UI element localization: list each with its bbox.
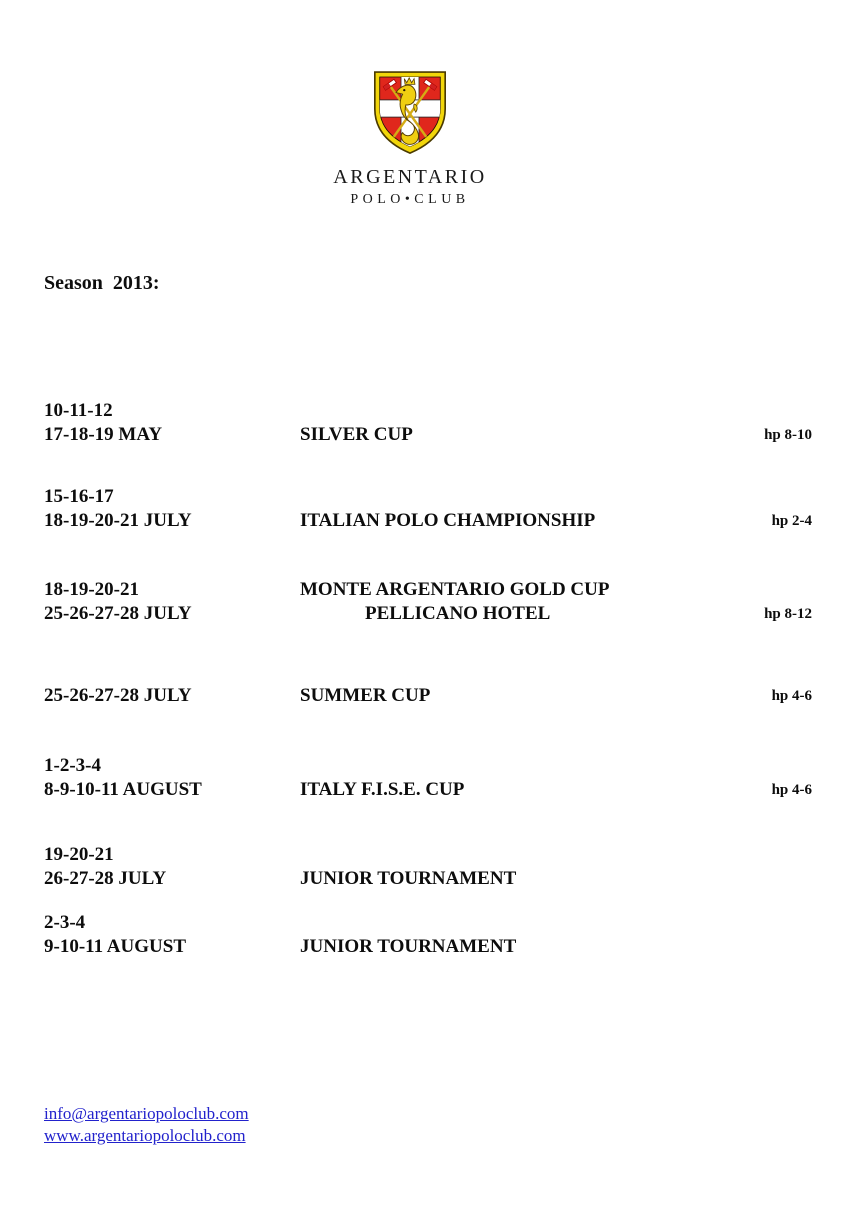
footer <box>44 1103 249 1147</box>
entry-name <box>300 778 632 802</box>
entry-dates-line: 8-9-10-11 AUGUST <box>44 779 202 800</box>
entry-dates-line: 9-10-11 AUGUST <box>44 936 186 957</box>
tournament-entry <box>44 399 812 447</box>
entry-dates-line: 19-20-21 <box>44 844 114 865</box>
entry-name-line: JUNIOR TOURNAMENT <box>300 868 517 889</box>
entry-name-line: PELLICANO HOTEL <box>365 603 551 624</box>
tournament-entry <box>44 485 812 533</box>
email-link[interactable]: info@argentariopoloclub.com <box>44 1104 249 1123</box>
entry-handicap: hp 4-6 <box>771 688 812 704</box>
club-subtitle: POLO•CLUB <box>350 192 470 207</box>
entry-name-line: MONTE ARGENTARIO GOLD CUP <box>300 579 610 600</box>
entry-name-line: SUMMER CUP <box>300 685 431 706</box>
season-heading: Season 2013: <box>44 272 160 294</box>
entry-name-line: ITALY F.I.S.E. CUP <box>300 779 465 800</box>
entry-dates-line: 2-3-4 <box>44 912 86 933</box>
entry-dates <box>44 911 300 959</box>
club-crest-icon <box>369 68 451 158</box>
entry-handicap: hp 2-4 <box>771 513 812 529</box>
club-logo <box>0 68 820 208</box>
entry-dates-line: 1-2-3-4 <box>44 755 101 776</box>
tournament-entry <box>44 578 812 626</box>
entry-dates-line: 25-26-27-28 JULY <box>44 685 192 706</box>
entry-dates <box>44 485 300 533</box>
entry-dates <box>44 754 300 802</box>
entry-name <box>300 684 632 708</box>
tournament-entry <box>44 911 812 959</box>
tournament-entry <box>44 754 812 802</box>
schedule-list <box>44 399 812 959</box>
entry-name <box>300 423 632 447</box>
entry-handicap: hp 4-6 <box>771 782 812 798</box>
entry-name <box>300 578 632 626</box>
entry-name <box>300 509 632 533</box>
entry-name <box>300 867 632 891</box>
entry-dates-line: 25-26-27-28 JULY <box>44 603 192 624</box>
entry-name <box>300 935 632 959</box>
club-name: ARGENTARIO <box>333 166 487 188</box>
entry-name-line: ITALIAN POLO CHAMPIONSHIP <box>300 510 596 531</box>
entry-dates <box>44 399 300 447</box>
entry-dates-line: 26-27-28 JULY <box>44 868 167 889</box>
entry-dates <box>44 684 300 708</box>
entry-dates-line: 17-18-19 MAY <box>44 424 163 445</box>
entry-dates-line: 10-11-12 <box>44 400 113 421</box>
entry-handicap: hp 8-12 <box>764 606 812 622</box>
entry-dates-line: 18-19-20-21 JULY <box>44 510 192 531</box>
entry-dates <box>44 843 300 891</box>
entry-dates-line: 15-16-17 <box>44 486 114 507</box>
tournament-entry <box>44 843 812 891</box>
entry-name-line: SILVER CUP <box>300 424 413 445</box>
entry-handicap: hp 8-10 <box>764 427 812 443</box>
entry-dates <box>44 578 300 626</box>
entry-dates-line: 18-19-20-21 <box>44 579 139 600</box>
tournament-entry <box>44 684 812 708</box>
website-link[interactable]: www.argentariopoloclub.com <box>44 1126 246 1145</box>
entry-name-line: JUNIOR TOURNAMENT <box>300 936 517 957</box>
